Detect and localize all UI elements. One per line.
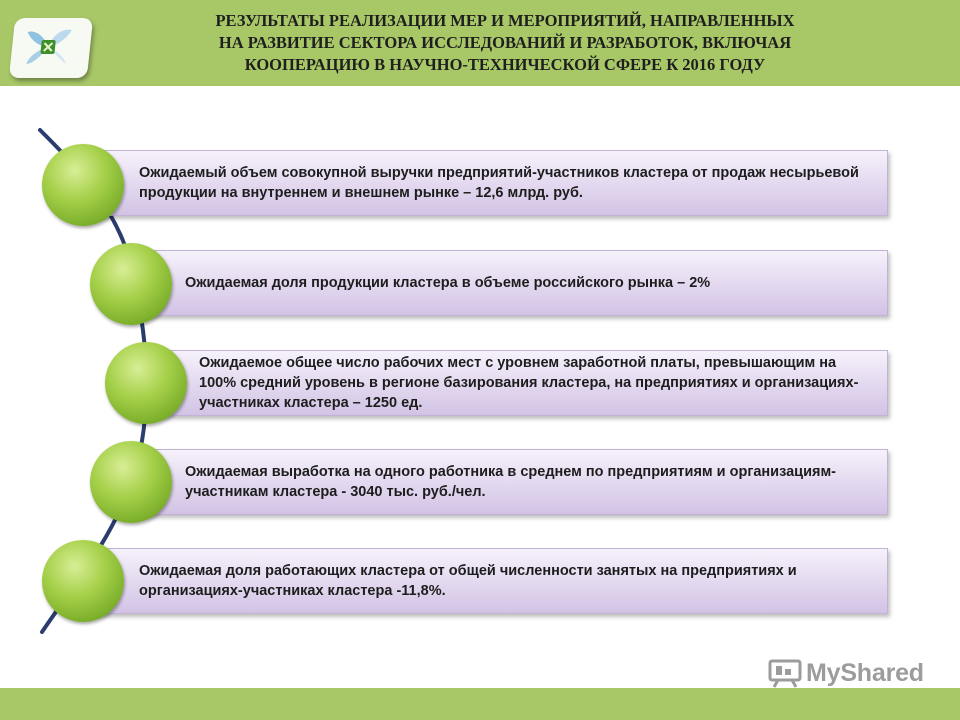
presentation-board-icon — [768, 658, 802, 688]
list-item-text: Ожидаемая доля работающих кластера от общей численности занятых на предприятиях и организациях-участниках кластера -11,8%. — [139, 563, 797, 599]
bullet-ball-4 — [90, 441, 172, 523]
list-item-text: Ожидаемый объем совокупной выручки предприятий-участников кластера от продаж несырьевой продукции на внутреннем и внешнем рынке – 12,6 млрд. руб. — [139, 165, 859, 201]
list-item-text: Ожидаемая доля продукции кластера в объеме российского рынка – 2% — [185, 275, 711, 291]
title-line-2: НА РАЗВИТИЕ СЕКТОРА ИССЛЕДОВАНИЙ И РАЗРАБОТОК, ВКЛЮЧАЯ — [218, 33, 792, 52]
bullet-ball-5 — [42, 540, 124, 622]
bullet-ball-1 — [42, 144, 124, 226]
list-item-text: Ожидаемое общее число рабочих мест с уровнем заработной платы, превышающим на 100% средний уровень в регионе базирования кластера, на предприятиях и организациях-участниках кластера – 1250 ед. — [199, 355, 859, 411]
watermark — [768, 656, 924, 690]
bullet-ball-2 — [90, 243, 172, 325]
list-item-2 — [134, 250, 888, 316]
list-item-3 — [150, 350, 888, 416]
footer-band — [0, 688, 960, 720]
watermark-text: MyShared — [806, 658, 924, 687]
list-item-text: Ожидаемая выработка на одного работника в среднем по предприятиям и организациям-участникам кластера - 3040 тыс. руб./чел. — [185, 464, 837, 500]
list-item-5 — [86, 548, 888, 614]
list-item-1 — [86, 150, 888, 216]
bullet-ball-3 — [105, 342, 187, 424]
title-line-3: КООПЕРАЦИЮ В НАУЧНО-ТЕХНИЧЕСКОЙ СФЕРЕ К 2016 ГОДУ — [244, 55, 766, 74]
title-line-1: РЕЗУЛЬТАТЫ РЕАЛИЗАЦИИ МЕР И МЕРОПРИЯТИЙ, НАПРАВЛЕННЫХ — [215, 11, 795, 30]
list-item-4 — [134, 449, 888, 515]
